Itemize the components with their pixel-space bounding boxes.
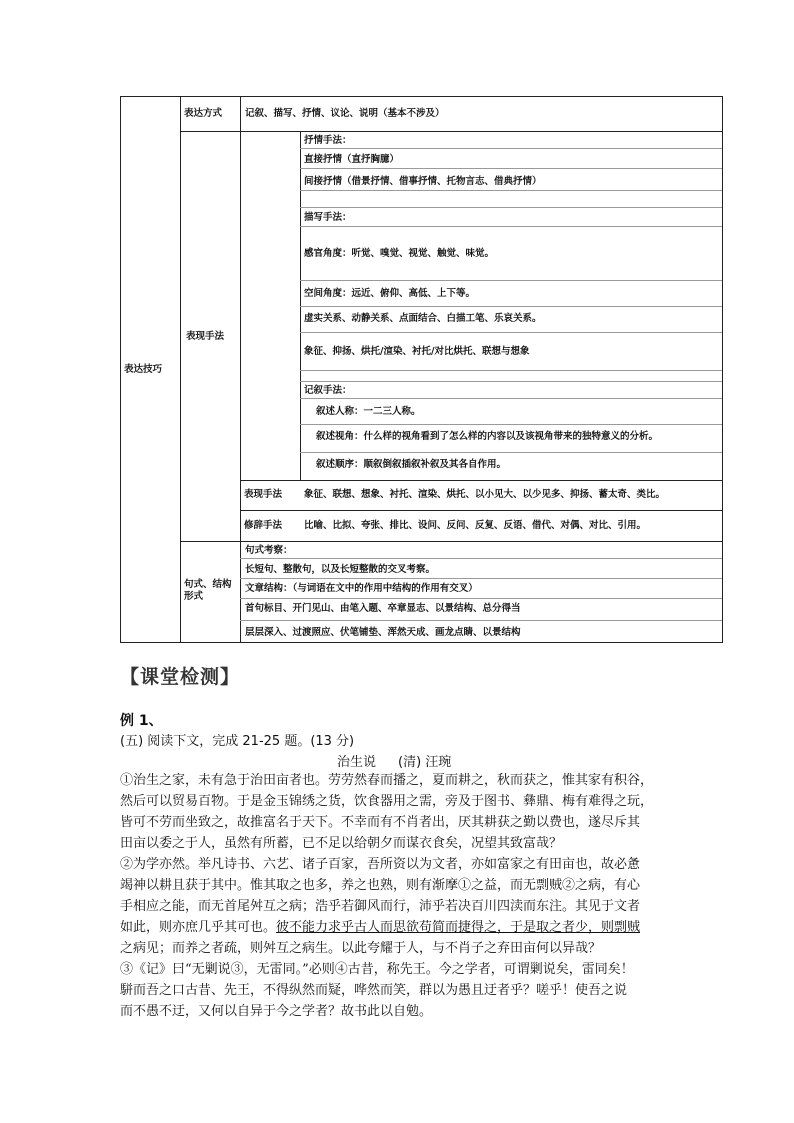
technique-line: 虚实关系、动静关系、点面结合、白描工笔、乐哀关系。 <box>304 313 542 324</box>
rhetoric-label: 修辞手法 <box>244 520 283 531</box>
example-instruction: (五) 阅读下文，完成 21-25 题。(13 分) <box>120 734 355 749</box>
technique-line: 空间角度：远近、俯仰、高低、上下等。 <box>304 288 476 299</box>
structure-line: 句式考察： <box>245 545 293 556</box>
structure-line: 文章结构：（与词语在文中的作用中结构的作用有交叉） <box>245 583 478 594</box>
technique-line: 抒情手法： <box>304 135 352 146</box>
passage-line: 駢而吾之口古昔、先王，不得纵然而疑，哗然而笑，群以为愚且迂者乎？嗟乎！使吾之说 <box>120 983 628 998</box>
passage-line-start: 如此，则亦庶几乎其可也。 <box>120 920 277 935</box>
technique-line: 记叙手法： <box>304 385 352 396</box>
passage-line-mixed <box>120 917 685 938</box>
structure-line: 层层深入、过渡照应、伏笔铺垫、浑然天成、画龙点睛、以景结构 <box>245 627 521 638</box>
expression-label: 表达方式 <box>184 108 223 119</box>
structure-line: 首句标目、开门见山、由笔入题、卒章显志、以景结构、总分得当 <box>245 603 521 614</box>
passage-line: ③《记》曰“无剿说③，无雷同。”必则④古昔，称先王。今之学者，可谓剿说矣，雷同矣！ <box>120 962 634 977</box>
passage-line: 田亩以委之于人，虽然有所蓄，已不足以给朝夕而谋衣食矣，况望其致富哉？ <box>120 836 563 851</box>
techniques-label: 表现手法 <box>186 331 225 342</box>
technique-line: 叙述视角：什么样的视角看到了怎么样的内容以及该视角带来的独特意义的分析。 <box>316 431 659 442</box>
passage-line: 之病见；而养之者疏，则舛互之病生。以此夸耀于人，与不肖子之弃田亩何以异哉？ <box>120 941 602 956</box>
manifest-label: 表现手法 <box>244 489 283 500</box>
technique-line: 叙述顺序：顺叙倒叙插叙补叙及其各自作用。 <box>316 459 507 470</box>
passage-line: ①治生之家，未有急于治田亩者也。劳劳然春而播之，夏而耕之，秋而获之，惟其家有积谷， <box>120 773 654 788</box>
structure-label: 句式、结构形式 <box>184 579 232 602</box>
technique-line: 直接抒情（直抒胸臆） <box>304 154 400 165</box>
example-label: 例 1、 <box>120 713 163 729</box>
technique-line: 感官角度：听觉、嗅觉、视觉、触觉、味觉。 <box>304 248 495 259</box>
rhetoric-content: 比喻、比拟、夸张、排比、设问、反问、反复、反语、借代、对偶、对比、引用。 <box>304 520 647 531</box>
passage-line: 竭神以耕且获于其中。惟其取之也多，养之也熟，则有渐摩①之益，而无剽贼②之病，有心 <box>120 878 641 893</box>
technique-line: 象征、抑扬、烘托/渲染、衬托/对比烘托、联想与想象 <box>304 346 530 357</box>
main-category-label: 表达技巧 <box>124 364 163 375</box>
passage-line: 而不愚不迂，又何以自异于今之学者？故书此以自勉。 <box>120 1004 433 1019</box>
manifest-content: 象征、联想、想象、衬托、渲染、烘托、以小见大、以少见多、抑扬、蓄太奇、类比。 <box>304 489 666 500</box>
passage-title: 治生说 <box>337 755 377 770</box>
structure-line: 长短句、整散句，以及长短整散的交叉考察。 <box>245 564 436 575</box>
technique-line: 间接抒情（借景抒情、借事抒情、托物言志、借典抒情） <box>304 176 542 187</box>
passage-line: 手相应之能，而无首尾舛互之病；浩乎若御风而行，沛乎若决百川四渎而东注。其见于文者 <box>120 899 641 914</box>
section-title: 【课堂检测】 <box>120 666 241 688</box>
passage-author: (清) 汪琬 <box>398 755 452 770</box>
passage-line: ②为学亦然。举凡诗书、六艺、诸子百家，吾所资以为文者，亦如富家之有田亩也，故必惫 <box>120 857 641 872</box>
passage-line: 皆可不劳而坐致之，故推富名于天下。不幸而有不肖者出，厌其耕获之勤以费也，遂尽斥其 <box>120 815 641 830</box>
passage-line: 然后可以贸易百物。于是金玉锦绣之货，饮食器用之需，旁及于图书、彝鼎、梅有难得之玩， <box>120 794 654 809</box>
expression-content: 记叙、描写、抒情、议论、说明（基本不涉及） <box>245 108 445 119</box>
technique-line: 描写手法： <box>304 212 352 223</box>
underlined-sentence: 彼不能力求乎古人而思欲苟简而捷得之，于是取之者少，则剽贼 <box>276 920 641 935</box>
technique-line: 叙述人称：一二三人称。 <box>316 406 421 417</box>
